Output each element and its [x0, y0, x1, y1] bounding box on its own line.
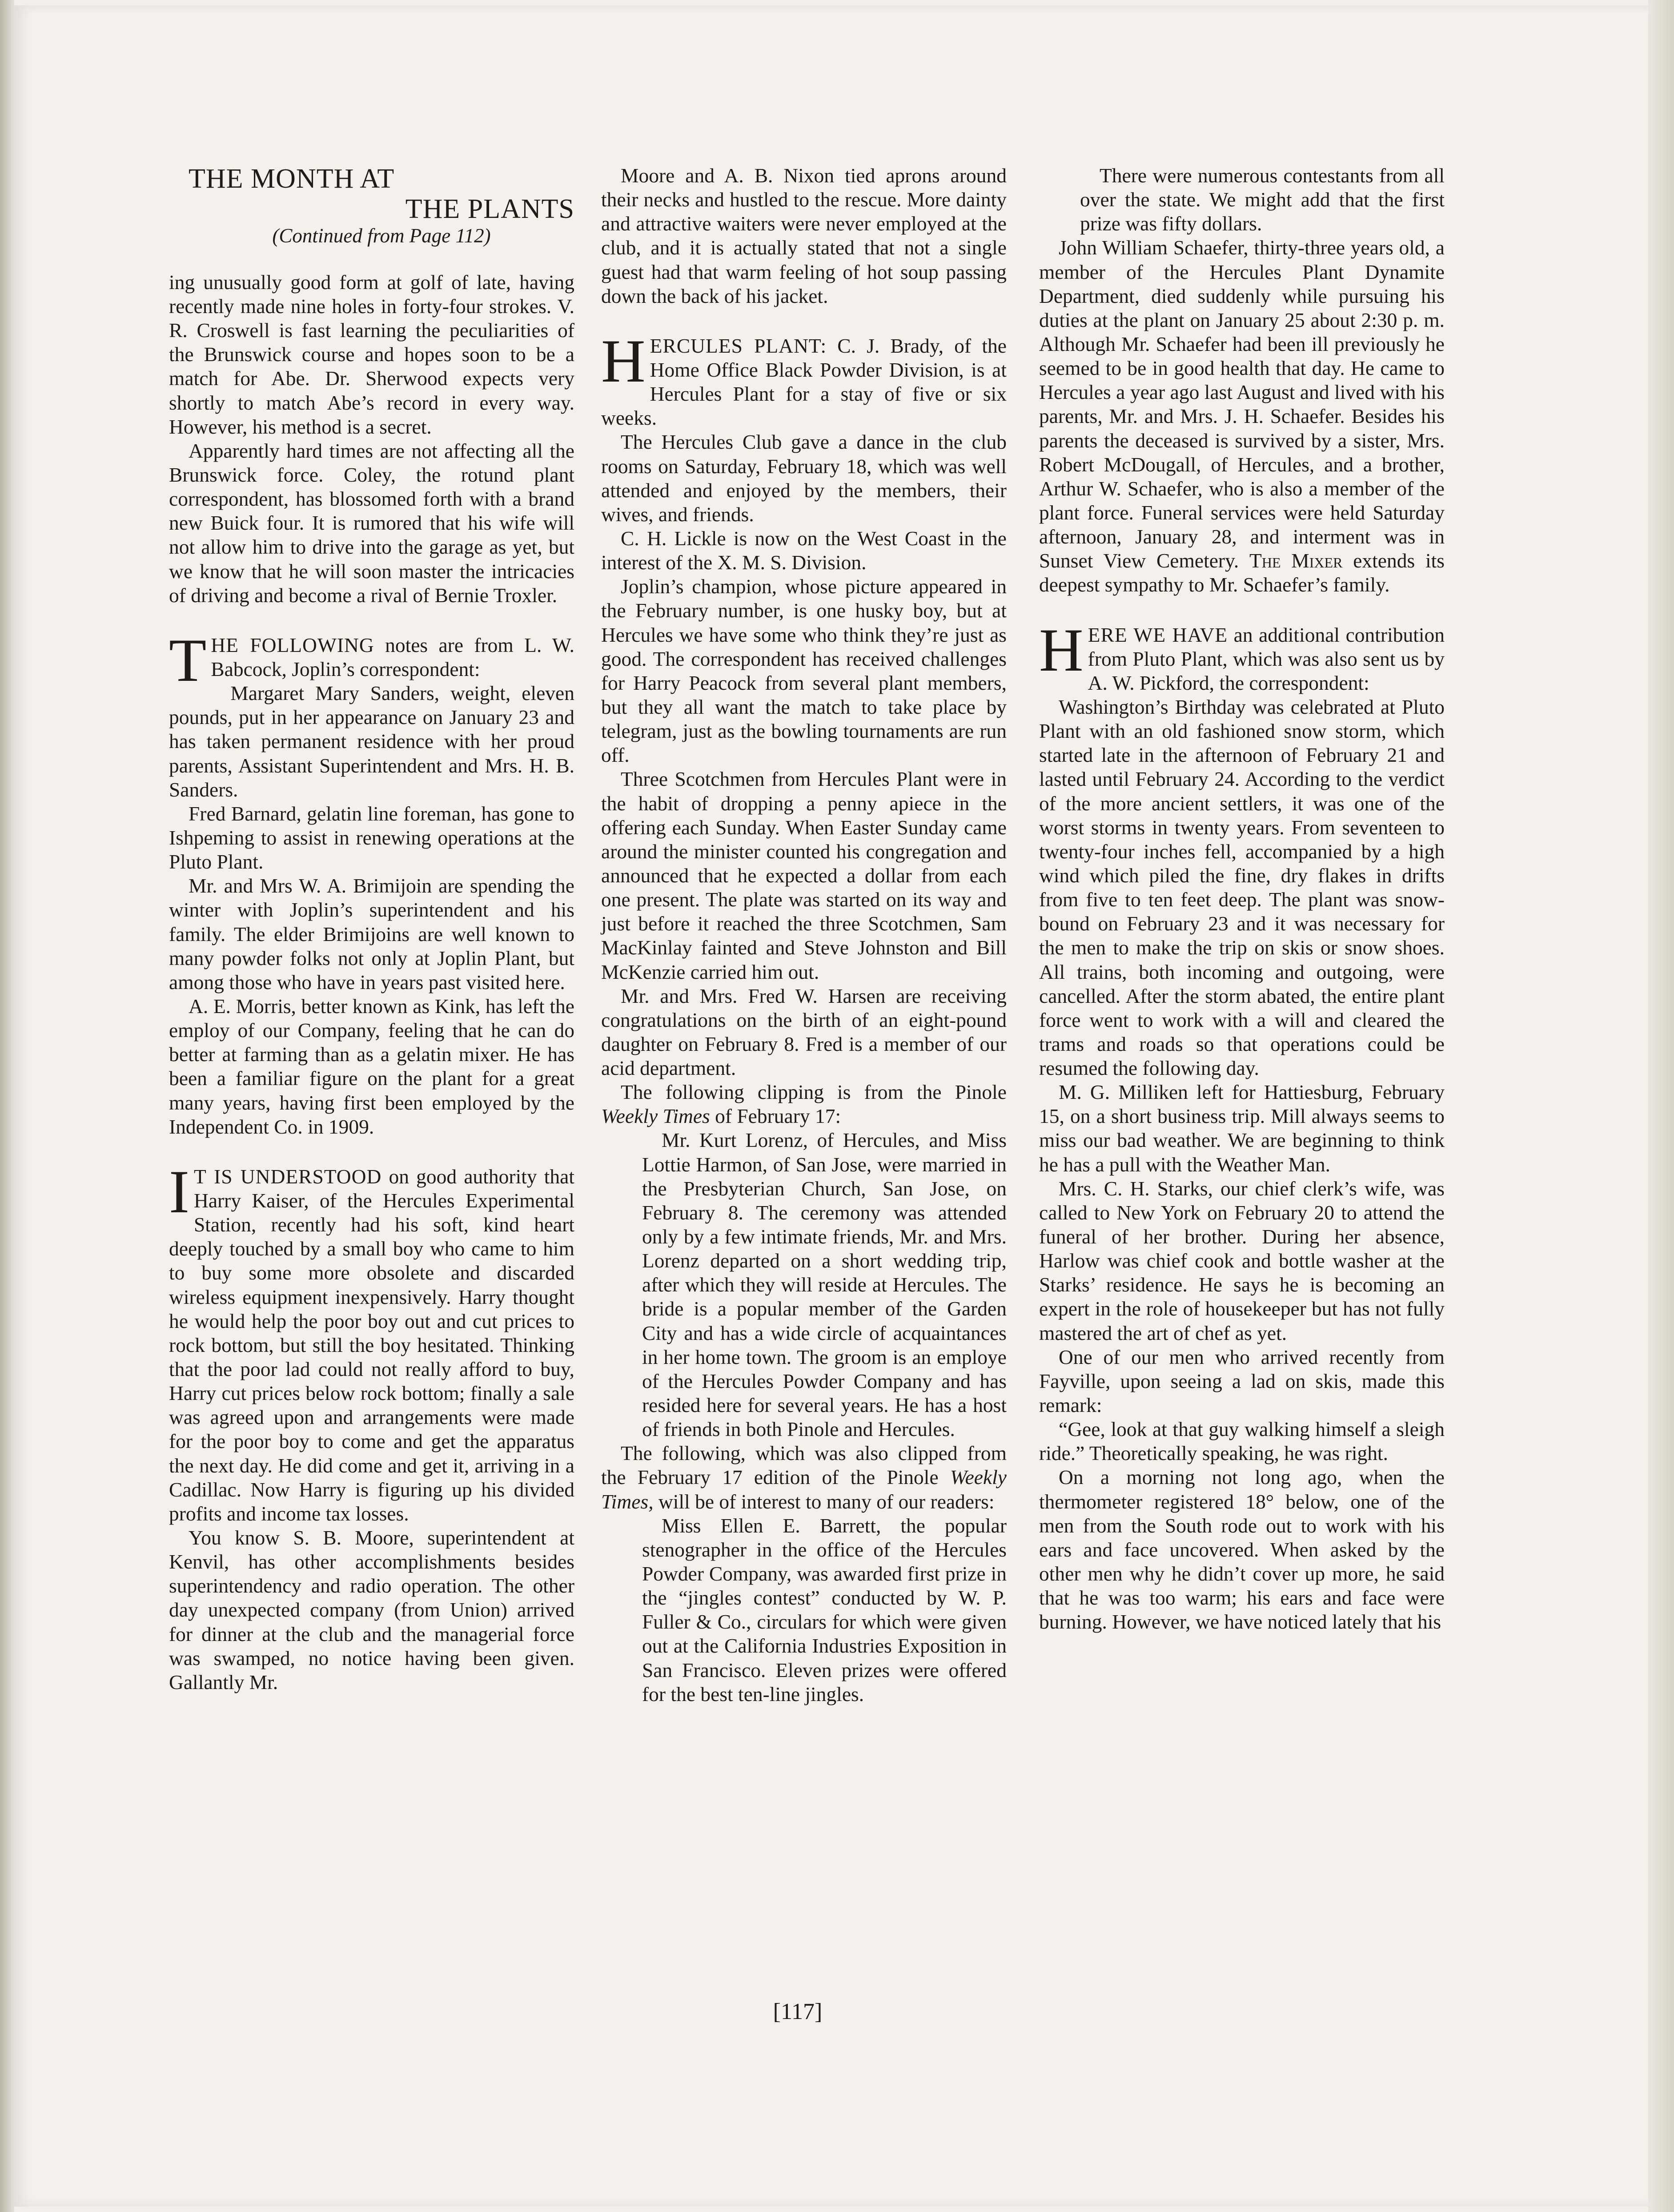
lead-in: T IS UNDERSTOOD [193, 1165, 382, 1188]
article-paragraph: Apparently hard times are not affecting all the Brunswick force. Coley, the rotund plant correspondent, has blossomed forth with a brand new Buick four. It is rumored that his wife will not allow him to drive into the garage as yet, but we know that he will soon master the intricacies of driving and become a rival of Bernie Troxler. [169, 439, 574, 607]
article-paragraph: HERE WE HAVE an additional contribution from Pluto Plant, which was also sent us by A. W. Pickford, the correspondent: [1039, 615, 1445, 694]
article-paragraph: One of our men who arrived recently from Fayville, upon seeing a lad on skis, made this remark: [1039, 1345, 1445, 1417]
lead-in: ERE WE HAVE [1088, 623, 1228, 646]
column-2-body [601, 164, 1007, 1706]
drop-cap: T [169, 626, 207, 694]
article-paragraph: HERCULES PLANT: C. J. Brady, of the Home Office Black Powder Division, is at Hercules Plant for a stay of five or six weeks. [601, 326, 1007, 430]
article-paragraph: Fred Barnard, gelatin line foreman, has gone to Ishpeming to assist in renewing operations at the Pluto Plant. [169, 802, 574, 873]
article-paragraph: Mr. and Mrs. Fred W. Harsen are receiving congratulations on the birth of an eight-pound daughter on February 8. Fred is a member of our acid department. [601, 984, 1007, 1080]
article-paragraph: Margaret Mary Sanders, weight, eleven pounds, put in her appearance on January 23 and has taken permanent residence with her proud parents, Assistant Superintendent and Mrs. H. B. Sanders. [169, 682, 574, 801]
column-2 [601, 164, 1007, 1706]
column-1-body [169, 270, 574, 1694]
article-title [169, 164, 574, 248]
title-line-1: THE MONTH AT [189, 164, 395, 194]
article-paragraph: Washington’s Birthday was celebrated at Pluto Plant with an old fashioned snow storm, which started late in the afternoon of February 21 and lasted until February 24. According to the verdict of the more ancient settlers, it was one of the worst storms in twenty years. From seventeen to twenty-four inches fell, accompanied by a high wind which piled the fine, dry flakes in drifts from five to ten feet deep. The plant was snow-bound on February 23 and it was necessary for the men to make the trip on skis or snow shoes. All trains, both incoming and outgoing, were cancelled. After the storm abated, the entire plant force went to work with a will and cleared the trams and roads so that operations could be resumed the following day. [1039, 695, 1445, 1080]
article-paragraph: THE FOLLOWING notes are from L. W. Babcock, Joplin’s correspondent: [169, 626, 574, 694]
article-paragraph: There were numerous contestants from all over the state. We might add that the first prize was fifty dollars. [1080, 164, 1445, 235]
drop-cap: I [169, 1157, 189, 1226]
article-paragraph: ing unusually good form at golf of late, having recently made nine holes in forty-four strokes. V. R. Croswell is fast learning the peculiarities of the Brunswick course and hopes soon to be a match for Abe. Dr. Sherwood expects very shortly to match Abe’s record in every way. However, his method is a secret. [169, 270, 574, 438]
article-paragraph: The following clipping is from the Pinole Weekly Times of February 17: [601, 1081, 1007, 1128]
page-number: [117] [773, 1999, 823, 2024]
article-paragraph: A. E. Morris, better known as Kink, has left the employ of our Company, feeling that he can do better at farming than as a gelatin mixer. He has been a familiar figure on the plant for a great many years, having first been employed by the Independent Co. in 1909. [169, 995, 574, 1138]
article-paragraph: M. G. Milliken left for Hattiesburg, February 15, on a short business trip. Mill always seems to miss our bad weather. We are beginning to think he has a pull with the Weather Man. [1039, 1081, 1445, 1176]
magazine-name: The Mixer [1249, 549, 1343, 572]
article-paragraph: Moore and A. B. Nixon tied aprons around their necks and hustled to the rescue. More dainty and attractive waiters were never employed at the club, and it is actually stated that not a single guest had that warm feeling of hot soup passing down the back of his jacket. [601, 164, 1007, 307]
lead-in: HE FOLLOWING [211, 633, 374, 656]
drop-cap: H [601, 326, 646, 395]
article-paragraph: Mrs. C. H. Starks, our chief clerk’s wife, was called to New York on February 20 to attend the funeral of her brother. During her absence, Harlow was chief cook and bottle washer at the Starks’ residence. He says he is becoming an expert in the role of housekeeper but has not fully mastered the art of chef as yet. [1039, 1177, 1445, 1344]
drop-cap: H [1039, 615, 1084, 684]
column-1 [169, 164, 574, 1694]
column-3-body [1039, 164, 1445, 1634]
article-paragraph: You know S. B. Moore, superintendent at Kenvil, has other accomplishments besides superintendency and radio operation. The other day unexpected company (from Union) arrived for dinner at the club and the managerial force was swamped, no notice having been given. Gallantly Mr. [169, 1526, 574, 1693]
article-paragraph: The Hercules Club gave a dance in the club rooms on Saturday, February 18, which was well attended and enjoyed by the members, their wives, and friends. [601, 430, 1007, 526]
article-paragraph: On a morning not long ago, when the thermometer registered 18° below, one of the men from the South rode out to work with his ears and face uncovered. When asked by the other men why he didn’t cover up more, he said that he was too warm; his ears and face were burning. However, we have noticed lately that his [1039, 1466, 1445, 1633]
title-line-2: THE PLANTS [405, 194, 574, 225]
article-paragraph: C. H. Lickle is now on the West Coast in the interest of the X. M. S. Division. [601, 527, 1007, 574]
article-paragraph: Mr. and Mrs W. A. Brimijoin are spending the winter with Joplin’s superintendent and his family. The elder Brimijoins are well known to many powder folks not only at Joplin Plant, but among those who have in years past visited here. [169, 874, 574, 993]
article-paragraph: Joplin’s champion, whose picture appeared in the February number, is one husky boy, but at Hercules we have some who think they’re just as good. The correspondent has received challenges for Harry Peacock from several plant members, but they all want the match to take place by telegram, just as the bowling tournaments are run off. [601, 575, 1007, 767]
page-edge [1648, 0, 1674, 2212]
article-paragraph: Mr. Kurt Lorenz, of Hercules, and Miss Lottie Harmon, of San Jose, were married in the Presbyterian Church, San Jose, on February 8. The ceremony was attended only by a few intimate friends, Mr. and Mrs. Lorenz departed on a short wedding trip, after which they will reside at Hercules. The bride is a popular member of the Garden City and has a wide circle of acquaintances in her home town. The groom is an employe of the Hercules Powder Company and has resided here for several years. He has a host of friends in both Pinole and Hercules. [642, 1129, 1007, 1441]
article-paragraph: I T IS UNDERSTOOD on good authority that Harry Kaiser, of the Hercules Experimental Station, recently had his soft, kind heart deeply touched by a small boy who came to him to buy some more obsolete and discarded wireless equipment inexpensively. Harry thought he would help the poor boy out and cut prices to rock bottom, but still the boy hesitated. Thinking that the poor lad could not really afford to buy, Harry cut prices below rock bottom; finally a sale was agreed upon and arrangements were made for the poor boy to come and get the apparatus the next day. He did come and get it, arriving in a Cadillac. Now Harry is figuring up his divided profits and income tax losses. [169, 1157, 574, 1525]
continued-note: (Continued from Page 112) [272, 225, 491, 247]
article-paragraph: “Gee, look at that guy walking himself a sleigh ride.” Theoretically speaking, he was right. [1039, 1418, 1445, 1465]
page-binding [0, 0, 14, 2212]
article-paragraph: Miss Ellen E. Barrett, the popular stenographer in the office of the Hercules Powder Company, was awarded first prize in the “jingles contest” conducted by W. P. Fuller & Co., circulars for which were given out at the California Industries Exposition in San Francisco. Eleven prizes were offered for the best ten-line jingles. [642, 1514, 1007, 1705]
column-3 [1039, 164, 1445, 1634]
publication-name: Weekly Times [601, 1105, 710, 1128]
article-paragraph: Three Scotchmen from Hercules Plant were in the habit of dropping a penny apiece in the offering each Sunday. When Easter Sunday came around the minister counted his congregation and announced that he expected a dollar from each one present. The plate was started on its way and just before it reached the three Scotchmen, Sam MacKinlay fainted and Steve Johnston and Bill McKenzie carried him out. [601, 768, 1007, 983]
article-paragraph: The following, which was also clipped from the February 17 edition of the Pinole Weekly Times, will be of interest to many of our readers: [601, 1442, 1007, 1513]
lead-in: ERCULES PLANT: [650, 334, 827, 357]
article-paragraph: John William Schaefer, thirty-three years old, a member of the Hercules Plant Dynamite Department, died suddenly while pursuing his duties at the plant on January 25 about 2:30 p. m. Although Mr. Schaefer had been ill previously he seemed to be in good health that day. He came to Hercules a year ago last August and lived with his parents, Mr. and Mrs. J. H. Schaefer. Besides his parents the deceased is survived by a sister, Mrs. Robert McDougall, of Hercules, and a brother, Arthur W. Schaefer, who is also a member of the plant force. Funeral services were held Saturday afternoon, January 28, and interment was in Sunset View Cemetery. The Mixer extends its deepest sympathy to Mr. Schaefer’s family. [1039, 236, 1445, 596]
publication-name: Weekly Times, [601, 1466, 1007, 1513]
